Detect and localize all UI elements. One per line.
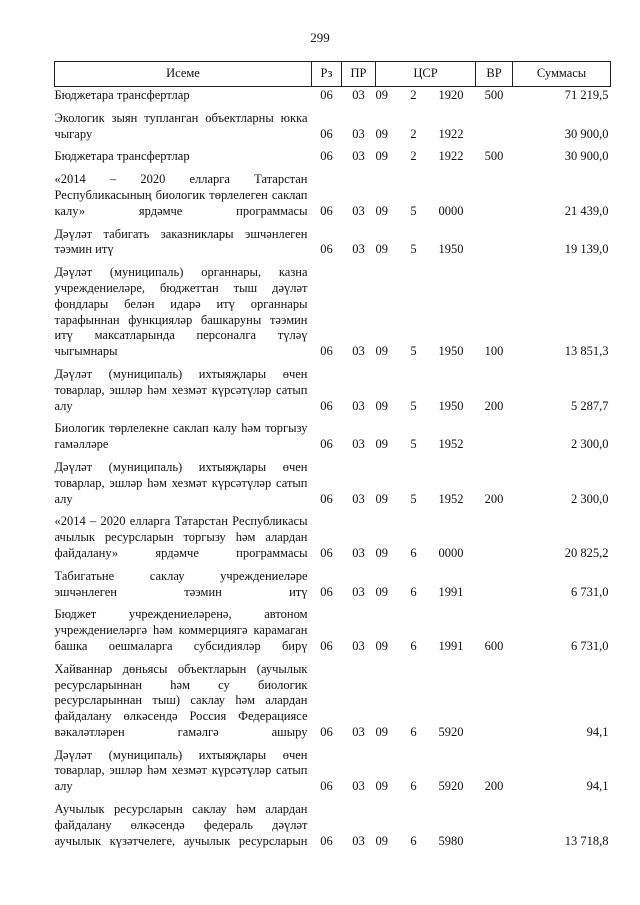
row-csr-subprogram: 5 — [410, 398, 417, 413]
table-row — [55, 165, 611, 219]
row-vr — [476, 165, 513, 219]
row-pr: 03 — [352, 242, 365, 257]
row-sum: 30 900,0 — [564, 149, 609, 164]
row-pr: 03 — [352, 398, 365, 413]
row-name: Бюджет учреждениеләренә, автоном учреждениеләргә һәм коммерциягә карамаган башка оешмаларга субсидияләр бирү — [54, 607, 308, 653]
row-csr-program: 09 — [375, 242, 388, 257]
row-csr-item: 1952 — [438, 437, 464, 452]
row-rz: 06 — [320, 724, 333, 739]
row-rz: 06 — [320, 833, 333, 848]
row-csr-program: 09 — [375, 344, 388, 359]
row-sum: 13 851,3 — [564, 344, 609, 359]
row-pr: 03 — [352, 638, 365, 653]
row-sum: 6 731,0 — [571, 584, 609, 599]
row-name: Аучылык ресурсларын саклау һәм алардан файдалану өлкәсендә федераль дәүләт аучылык күзәтчелеге, аучылык ресурсларын — [54, 802, 308, 848]
row-csr-item: 1952 — [438, 491, 464, 506]
row-csr-item: 1950 — [438, 344, 464, 359]
row-name: Бюджетара трансфертлар — [54, 149, 190, 164]
row-sum: 19 139,0 — [564, 242, 609, 257]
row-name: Дәүләт (муниципаль) ихтыяҗлары өчен товарлар, эшләр һәм хезмәт күрсәтүләр сатып алу — [54, 366, 308, 413]
row-csr-program: 09 — [375, 398, 388, 413]
row-sum: 94,1 — [586, 779, 609, 794]
row-rz: 06 — [320, 398, 333, 413]
row-csr-item: 1922 — [438, 126, 464, 141]
table-row — [55, 258, 611, 360]
row-name: Дәүләт табигать заказниклары эшчәнлеген тәэмин итү — [54, 226, 308, 257]
row-rz: 06 — [320, 491, 333, 506]
row-csr-item: 1920 — [438, 88, 464, 102]
row-csr-program: 09 — [375, 88, 388, 102]
row-sum: 2 300,0 — [571, 491, 609, 506]
page-number: 299 — [310, 30, 330, 45]
row-pr: 03 — [352, 779, 365, 794]
row-sum: 2 300,0 — [571, 437, 609, 452]
row-vr — [476, 220, 513, 259]
row-pr: 03 — [352, 545, 365, 560]
header-name: Исеме — [55, 62, 312, 87]
row-rz: 06 — [320, 779, 333, 794]
row-csr-program: 09 — [375, 126, 388, 141]
row-csr-program: 09 — [375, 149, 388, 164]
row-pr: 03 — [352, 833, 365, 848]
row-csr-program: 09 — [375, 779, 388, 794]
row-csr-item: 5980 — [438, 833, 464, 848]
row-csr-subprogram: 5 — [410, 203, 417, 218]
row-csr-item: 1991 — [438, 584, 464, 599]
row-pr: 03 — [352, 203, 365, 218]
header-sum: Суммасы — [513, 62, 611, 87]
row-vr: 200 — [484, 491, 504, 506]
row-vr — [476, 414, 513, 453]
row-vr: 100 — [484, 344, 504, 359]
row-name: Дәүләт (муниципаль) органнары, казна учреждениеләре, бюджеттан тыш дәүләт фондлары белән идарә итү органнары тарафыннан функцияләр башкаруны тәэмин итү максатларында персоналга түләү чыгымнары — [54, 265, 308, 359]
header-vr: ВР — [476, 62, 513, 87]
row-csr-subprogram: 6 — [410, 638, 417, 653]
row-rz: 06 — [320, 584, 333, 599]
row-csr-item: 1950 — [438, 242, 464, 257]
row-name: Хайваннар дөньясы объектларын (аучылык ресурсларыннан һәм су биологик ресурсларыннан тыш) саклау һәм алардан файдалану өлкәсендә Россия Федерациясе вәкаләтләрен гамәлгә ашыру — [54, 661, 308, 739]
row-name: Дәүләт (муниципаль) ихтыяҗлары өчен товарлар, эшләр һәм хезмәт күрсәтүләр сатып алу — [54, 459, 308, 506]
row-csr-item: 1991 — [438, 638, 464, 653]
row-name: Экологик зыян тупланган объектларны юкка чыгару — [54, 110, 308, 141]
row-vr: 500 — [484, 149, 504, 164]
row-rz: 06 — [320, 242, 333, 257]
row-vr — [476, 562, 513, 601]
row-vr: 200 — [484, 398, 504, 413]
row-csr-subprogram: 5 — [410, 242, 417, 257]
table-row — [55, 414, 611, 453]
row-csr-subprogram: 6 — [410, 833, 417, 848]
row-vr — [476, 795, 513, 849]
row-name: Табигатьне саклау учреждениеләре эшчәнлеген тәэмин итү — [54, 568, 308, 599]
row-rz: 06 — [320, 126, 333, 141]
table-row — [55, 562, 611, 601]
row-sum: 21 439,0 — [564, 203, 609, 218]
row-vr: 600 — [484, 638, 504, 653]
row-name: «2014 – 2020 елларга Татарстан Республикасының биологик төрлелеген саклап калу» ярдәмче программасы — [54, 172, 308, 218]
row-csr-item: 0000 — [438, 203, 464, 218]
row-sum: 71 219,5 — [564, 88, 609, 102]
row-csr-program: 09 — [375, 545, 388, 560]
row-rz: 06 — [320, 344, 333, 359]
row-name: Бюджетара трансфертлар — [54, 88, 190, 102]
row-csr-subprogram: 2 — [410, 126, 417, 141]
row-pr: 03 — [352, 491, 365, 506]
row-csr-subprogram: 6 — [410, 724, 417, 739]
table-row — [55, 600, 611, 654]
row-vr — [476, 655, 513, 741]
table-row — [55, 795, 611, 849]
row-csr-subprogram: 5 — [410, 437, 417, 452]
row-csr-subprogram: 6 — [410, 779, 417, 794]
row-csr-program: 09 — [375, 491, 388, 506]
row-sum: 20 825,2 — [564, 545, 609, 560]
row-csr-program: 09 — [375, 724, 388, 739]
table-header-row — [55, 62, 611, 87]
table-row — [55, 104, 611, 143]
row-csr-subprogram: 5 — [410, 344, 417, 359]
row-vr: 500 — [484, 88, 504, 102]
row-name: Дәүләт (муниципаль) ихтыяҗлары өчен товарлар, эшләр һәм хезмәт күрсәтүләр сатып алу — [54, 747, 308, 794]
row-name: Биологик төрлелекне саклап калу һәм торгызу гамәлләре — [54, 421, 308, 452]
row-rz: 06 — [320, 437, 333, 452]
row-csr-item: 1950 — [438, 398, 464, 413]
row-csr-subprogram: 5 — [410, 491, 417, 506]
table-row — [55, 142, 611, 165]
row-csr-item: 5920 — [438, 779, 464, 794]
table-row — [55, 741, 611, 795]
row-pr: 03 — [352, 126, 365, 141]
row-pr: 03 — [352, 344, 365, 359]
budget-table — [54, 61, 611, 849]
row-name: «2014 – 2020 елларга Татарстан Республикасы ачылык ресурсларын торгызу һәм алардан файдалану» ярдәмче программасы — [54, 514, 308, 560]
row-rz: 06 — [320, 88, 333, 102]
row-csr-subprogram: 2 — [410, 88, 417, 102]
row-pr: 03 — [352, 724, 365, 739]
header-rz: Рз — [312, 62, 342, 87]
row-vr — [476, 507, 513, 561]
row-csr-program: 09 — [375, 833, 388, 848]
row-pr: 03 — [352, 437, 365, 452]
row-sum: 30 900,0 — [564, 126, 609, 141]
row-csr-item: 0000 — [438, 545, 464, 560]
row-vr — [476, 104, 513, 143]
row-sum: 94,1 — [586, 724, 609, 739]
table-row — [55, 87, 611, 104]
row-pr: 03 — [352, 149, 365, 164]
table-row — [55, 453, 611, 507]
header-pr: ПР — [342, 62, 376, 87]
row-csr-subprogram: 2 — [410, 149, 417, 164]
table-row — [55, 360, 611, 414]
row-csr-program: 09 — [375, 638, 388, 653]
row-csr-subprogram: 6 — [410, 545, 417, 560]
row-pr: 03 — [352, 88, 365, 102]
row-csr-program: 09 — [375, 203, 388, 218]
row-sum: 13 718,8 — [564, 833, 609, 848]
row-sum: 5 287,7 — [571, 398, 609, 413]
table-body — [55, 87, 611, 850]
row-sum: 6 731,0 — [571, 638, 609, 653]
row-vr: 200 — [484, 779, 504, 794]
row-csr-item: 5920 — [438, 724, 464, 739]
table-row — [55, 220, 611, 259]
row-pr: 03 — [352, 584, 365, 599]
header-csr: ЦСР — [376, 62, 476, 87]
row-csr-subprogram: 6 — [410, 584, 417, 599]
row-rz: 06 — [320, 545, 333, 560]
row-rz: 06 — [320, 149, 333, 164]
row-csr-item: 1922 — [438, 149, 464, 164]
row-csr-program: 09 — [375, 584, 388, 599]
table-row — [55, 655, 611, 741]
row-rz: 06 — [320, 203, 333, 218]
table-row — [55, 507, 611, 561]
row-csr-program: 09 — [375, 437, 388, 452]
row-rz: 06 — [320, 638, 333, 653]
